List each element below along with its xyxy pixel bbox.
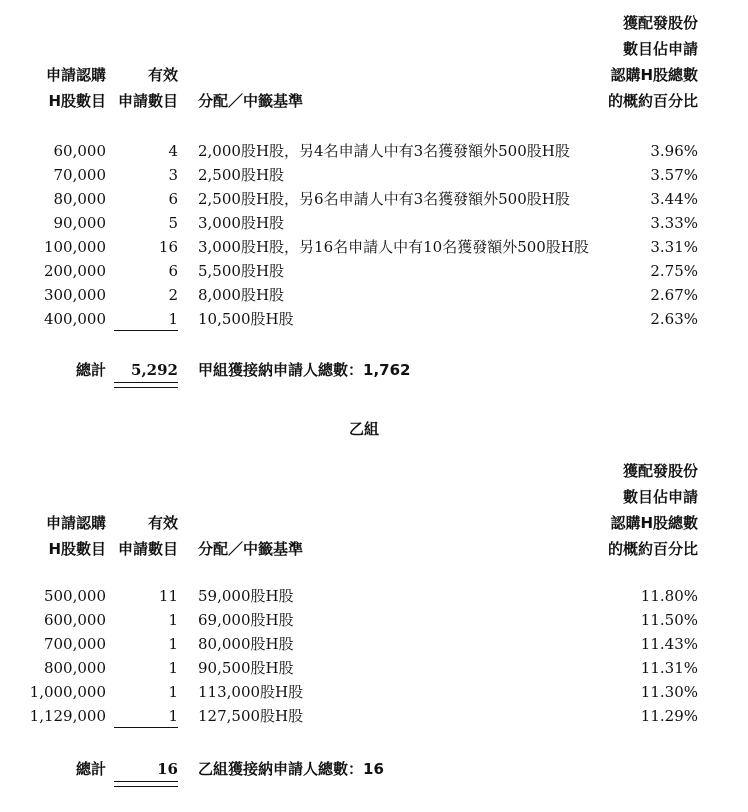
total-label: 總計 — [76, 361, 107, 379]
header-col2-line1: 有效 — [147, 66, 178, 84]
cell-shares: 90,000 — [53, 214, 106, 232]
header-col1-line2: H股數目 — [48, 92, 106, 110]
header-col1-line1: 申請認購 — [45, 514, 106, 532]
cell-shares: 80,000 — [53, 190, 106, 208]
cell-count: 2 — [168, 286, 178, 304]
cell-pct: 11.50% — [640, 611, 698, 629]
cell-count: 5 — [168, 214, 178, 232]
cell-basis: 113,000股H股 — [198, 683, 304, 701]
cell-count: 1 — [168, 659, 178, 677]
cell-shares: 700,000 — [43, 635, 106, 653]
cell-basis: 2,000股H股，另4名申請人中有3名獲發額外500股H股 — [198, 142, 570, 160]
cell-shares: 300,000 — [43, 286, 106, 304]
cell-count: 6 — [168, 190, 178, 208]
cell-shares: 500,000 — [43, 587, 106, 605]
header-col4-line4: 的概約百分比 — [607, 540, 698, 558]
cell-count: 1 — [168, 635, 178, 653]
cell-shares: 70,000 — [53, 166, 106, 184]
header-col4-line1: 獲配發股份 — [622, 14, 698, 32]
cell-pct: 11.80% — [640, 587, 698, 605]
cell-count: 3 — [168, 166, 178, 184]
header-col1 — [30, 62, 106, 114]
cell-count: 16 — [158, 238, 178, 256]
cell-pct: 3.96% — [650, 142, 698, 160]
cell-count: 11 — [158, 587, 178, 605]
total-double-rule — [114, 382, 178, 388]
cell-pct: 3.44% — [650, 190, 698, 208]
cell-pct: 2.67% — [650, 286, 698, 304]
header-col3: 分配／中籤基準 — [198, 540, 304, 558]
table-row — [0, 283, 748, 307]
total-accepted-applicants: 乙組獲接納申請人總數：16 — [198, 760, 384, 778]
cell-basis: 2,500股H股，另6名申請人中有3名獲發額外500股H股 — [198, 190, 570, 208]
cell-count: 1 — [168, 310, 178, 328]
table-row — [0, 139, 748, 163]
cell-basis: 3,000股H股，另16名申請人中有10名獲發額外500股H股 — [198, 238, 589, 256]
total-value: 5,292 — [131, 361, 178, 379]
header-col2-line2: 申請數目 — [117, 92, 178, 110]
cell-pct: 3.33% — [650, 214, 698, 232]
header-col3: 分配／中籤基準 — [198, 92, 304, 110]
cell-basis: 3,000股H股 — [198, 214, 285, 232]
table-row — [0, 584, 748, 608]
header-col4-line2: 數目佔申請 — [622, 488, 698, 506]
cell-shares: 600,000 — [43, 611, 106, 629]
total-label: 總計 — [76, 760, 107, 778]
header-col4 — [608, 10, 698, 114]
header-col1-line1: 申請認購 — [45, 66, 106, 84]
cell-basis: 69,000股H股 — [198, 611, 294, 629]
table-row — [0, 307, 748, 331]
header-col4-line4: 的概約百分比 — [607, 92, 698, 110]
table-row — [0, 259, 748, 283]
total-accepted-applicants: 甲組獲接納申請人總數：1,762 — [198, 361, 411, 379]
header-col2-line1: 有效 — [147, 514, 178, 532]
cell-pct: 3.57% — [650, 166, 698, 184]
cell-basis: 5,500股H股 — [198, 262, 285, 280]
cell-basis: 90,500股H股 — [198, 659, 294, 677]
cell-basis: 10,500股H股 — [198, 310, 294, 328]
subtotal-rule — [114, 330, 178, 331]
header-col4-line3: 認購H股總數 — [610, 514, 698, 532]
subtotal-rule — [114, 727, 178, 728]
table-row — [0, 632, 748, 656]
table-row — [0, 211, 748, 235]
cell-basis: 2,500股H股 — [198, 166, 285, 184]
cell-shares: 1,000,000 — [29, 683, 106, 701]
cell-basis: 8,000股H股 — [198, 286, 285, 304]
total-value: 16 — [157, 760, 178, 778]
cell-basis: 127,500股H股 — [198, 707, 304, 725]
cell-pct: 11.29% — [640, 707, 698, 725]
cell-shares: 100,000 — [43, 238, 106, 256]
cell-shares: 800,000 — [43, 659, 106, 677]
header-col2 — [112, 510, 178, 562]
cell-shares: 1,129,000 — [29, 707, 106, 725]
total-double-rule — [114, 781, 178, 787]
cell-pct: 3.31% — [650, 238, 698, 256]
cell-basis: 59,000股H股 — [198, 587, 294, 605]
header-col4-line2: 數目佔申請 — [622, 40, 698, 58]
table-row — [0, 608, 748, 632]
cell-count: 1 — [168, 683, 178, 701]
cell-pct: 2.63% — [650, 310, 698, 328]
table-row — [0, 163, 748, 187]
header-col2-line2: 申請數目 — [117, 540, 178, 558]
cell-pct: 2.75% — [650, 262, 698, 280]
table-row — [0, 704, 748, 728]
header-col4 — [608, 458, 698, 562]
cell-shares: 400,000 — [43, 310, 106, 328]
table-row — [0, 187, 748, 211]
cell-count: 4 — [168, 142, 178, 160]
cell-shares: 60,000 — [53, 142, 106, 160]
header-col4-line3: 認購H股總數 — [610, 66, 698, 84]
table-row — [0, 235, 748, 259]
header-col1 — [30, 510, 106, 562]
header-col1-line2: H股數目 — [48, 540, 106, 558]
cell-pct: 11.31% — [640, 659, 698, 677]
cell-basis: 80,000股H股 — [198, 635, 294, 653]
cell-pct: 11.30% — [640, 683, 698, 701]
group-b-title: 乙組 — [348, 420, 379, 438]
header-col2 — [112, 62, 178, 114]
table-row — [0, 656, 748, 680]
header-col4-line1: 獲配發股份 — [622, 462, 698, 480]
cell-count: 1 — [168, 611, 178, 629]
cell-shares: 200,000 — [43, 262, 106, 280]
cell-count: 1 — [168, 707, 178, 725]
cell-pct: 11.43% — [640, 635, 698, 653]
cell-count: 6 — [168, 262, 178, 280]
table-row — [0, 680, 748, 704]
